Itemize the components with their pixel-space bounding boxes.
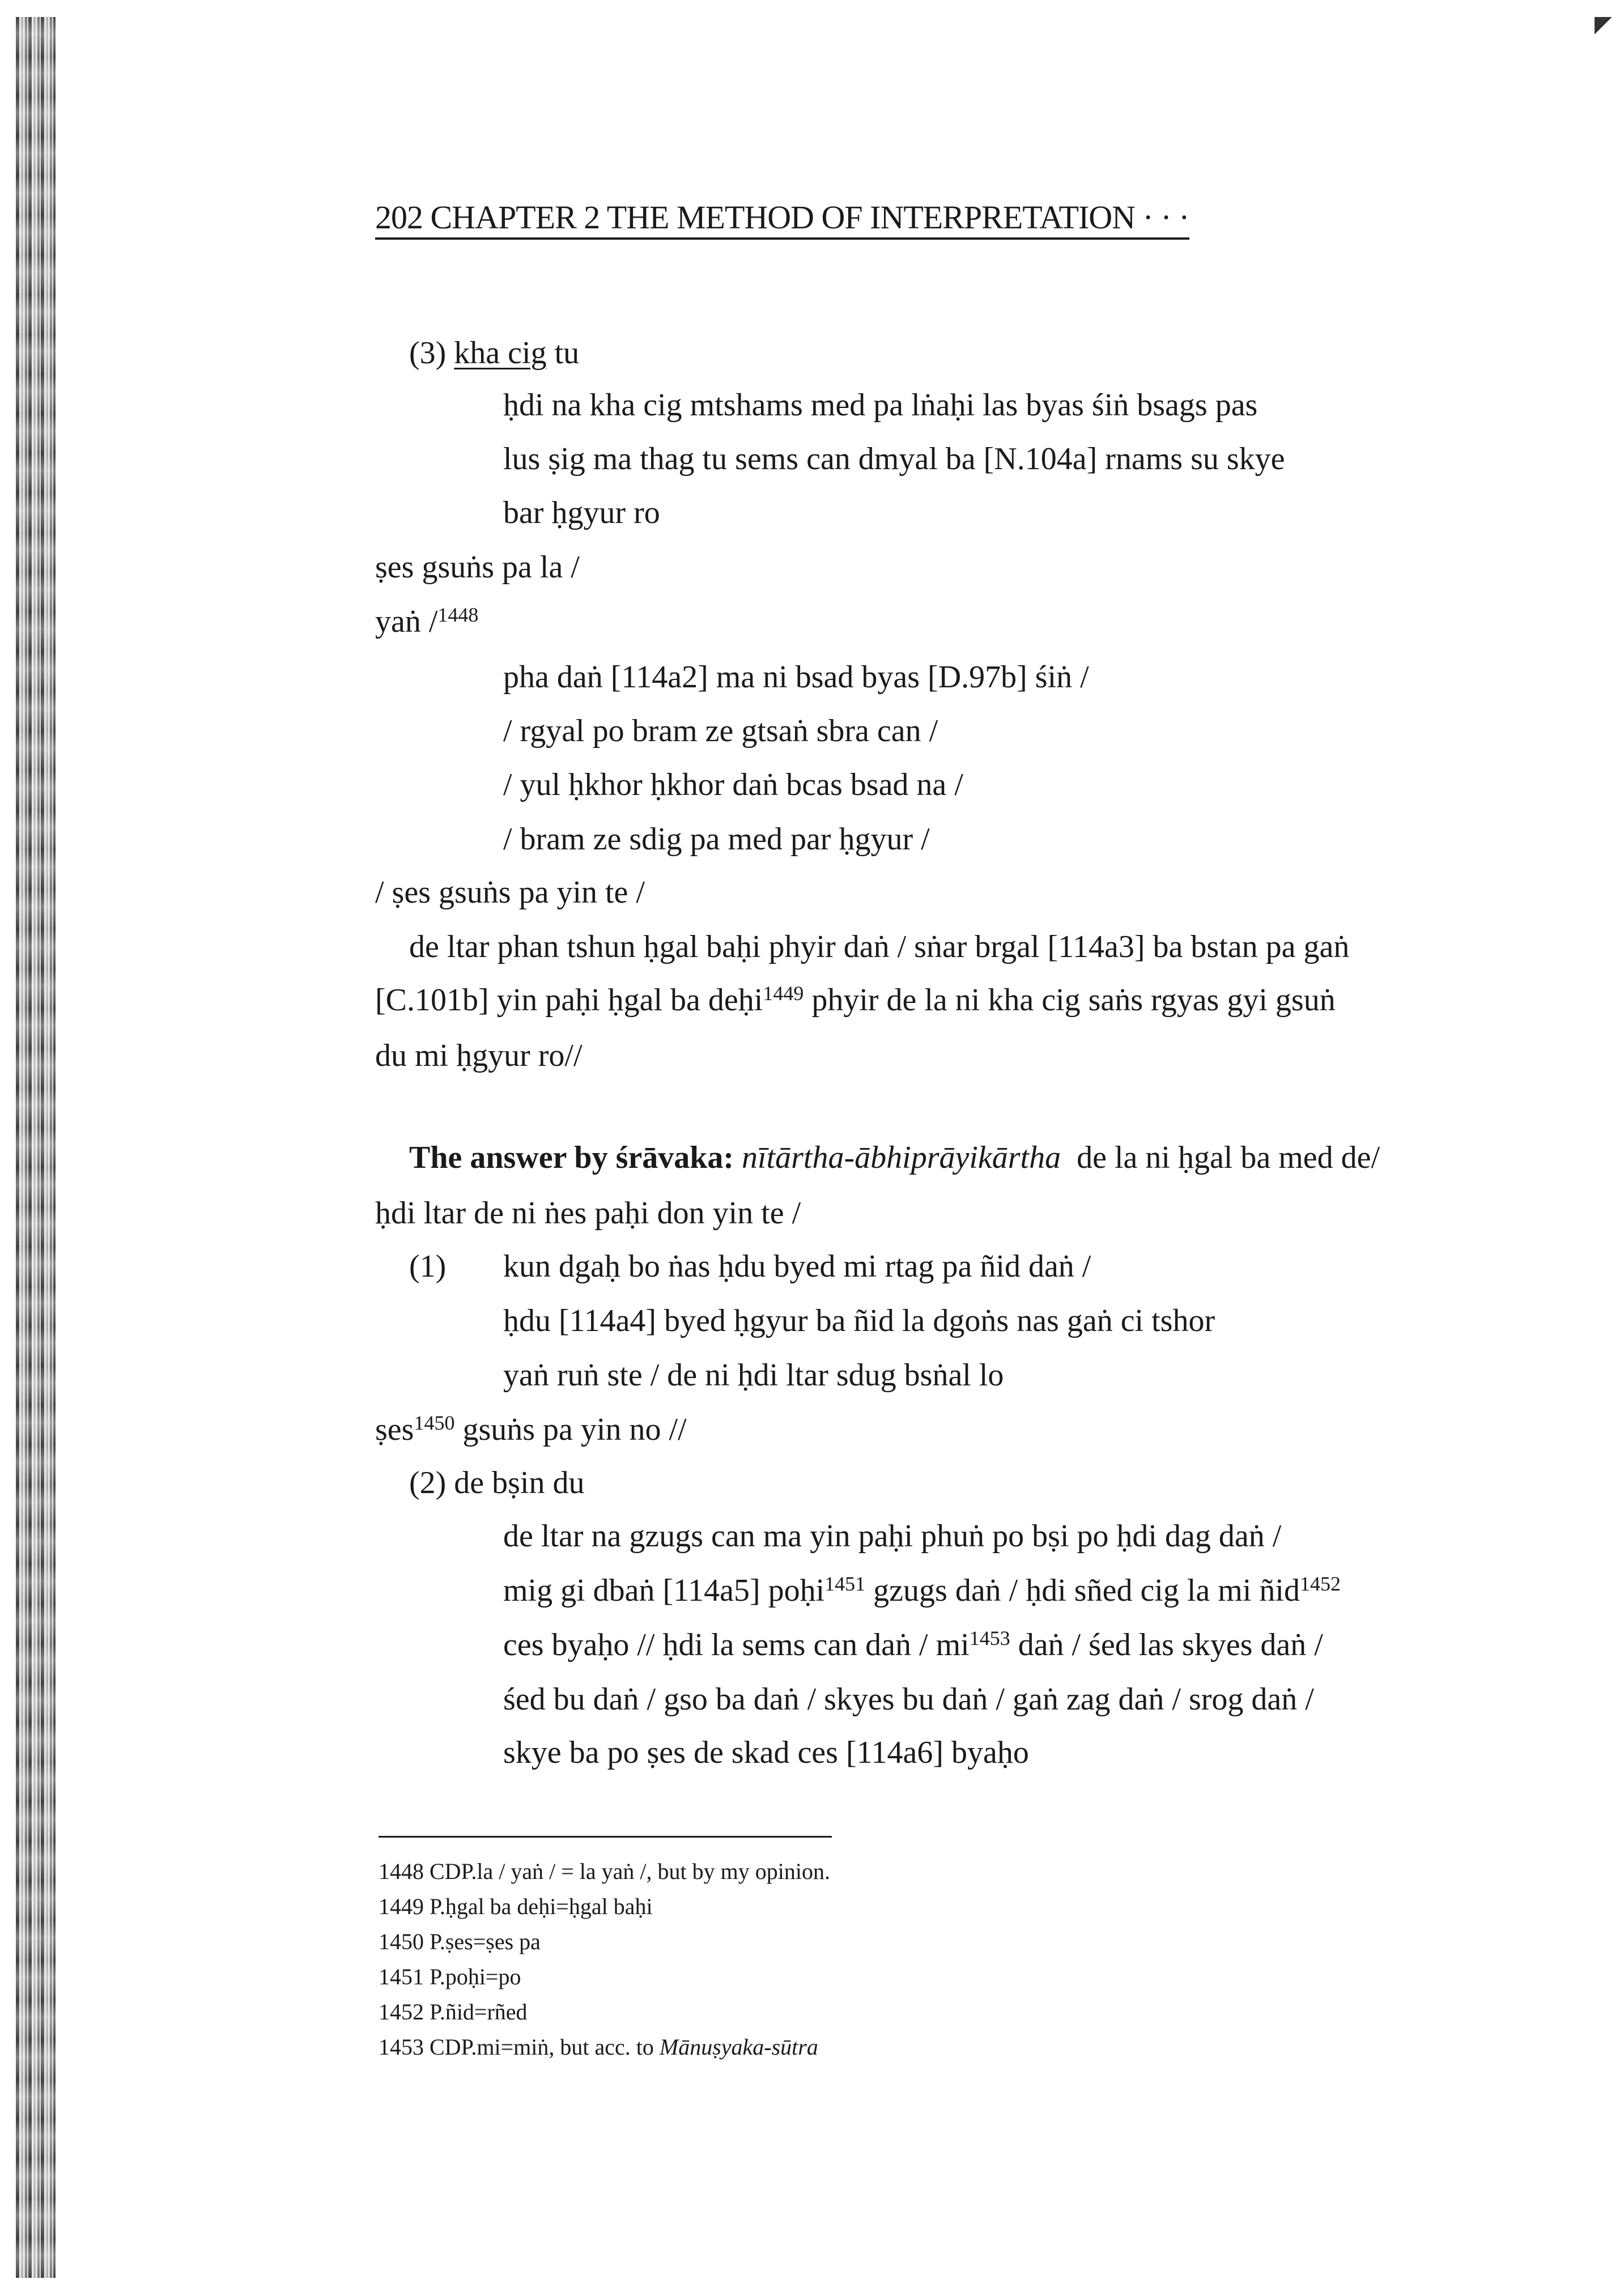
line-23-a: mig gi dbaṅ [114a5] poḥi <box>503 1573 825 1608</box>
footnote-ref-1453: 1453 <box>969 1627 1010 1649</box>
line-24 <box>503 1625 1323 1665</box>
footnote-1452: 1452 P.ñid=rñed <box>379 1999 528 2025</box>
line-12: de ltar phan tshun ḥgal baḥi phyir daṅ / sṅar brgal [114a3] ba bstan pa gaṅ <box>409 929 1350 964</box>
footnote-ref-1452: 1452 <box>1299 1572 1341 1595</box>
line-20-a: ṣes <box>375 1412 414 1447</box>
footnote-1453 <box>379 2033 818 2061</box>
line-23 <box>503 1571 1341 1610</box>
line-21: (2) de bṣin du <box>409 1465 585 1500</box>
footnote-1453-title: Mānuṣyaka-sūtra <box>659 2034 818 2060</box>
footnote-1453-text: 1453 CDP.mi=miṅ, but acc. to <box>379 2034 660 2060</box>
answer-heading: The answer by śrāvaka: <box>409 1140 734 1175</box>
line-22: de ltar na gzugs can ma yin paḥi phuṅ po bṣi po ḥdi dag daṅ / <box>503 1519 1282 1554</box>
line-19: yaṅ ruṅ ste / de ni ḥdi ltar sdug bsṅal lo <box>503 1358 1004 1393</box>
line-4: bar ḥgyur ro <box>503 495 660 530</box>
footnote-ref-1450: 1450 <box>414 1411 455 1434</box>
footnote-ref-1451: 1451 <box>824 1572 866 1595</box>
verse-line-4: / bram ze sdig pa med par ḥgyur / <box>503 822 930 857</box>
line-13-b: phyir de la ni kha cig saṅs rgyas gyi gsuṅ <box>804 983 1336 1018</box>
line-13-a: [C.101b] yin paḥi ḥgal ba deḥi <box>375 983 763 1018</box>
footnote-1449: 1449 P.ḥgal ba deḥi=ḥgal baḥi <box>379 1894 653 1919</box>
verse-line-1: pha daṅ [114a2] ma ni bsad byas [D.97b] śiṅ / <box>503 660 1089 695</box>
line-1-rest: tu <box>554 335 580 371</box>
line-20-b: gsuṅs pa yin no // <box>454 1412 687 1447</box>
footnote-ref-1449: 1449 <box>763 982 804 1005</box>
book-spine-shadow <box>16 17 56 2278</box>
line-13 <box>375 980 1336 1020</box>
item-number-1: (1) <box>409 1249 447 1284</box>
underlined-term: kha cig <box>454 335 547 371</box>
line-14: du mi ḥgyur ro// <box>375 1038 583 1073</box>
answer-term: nītārtha-ābhiprāyikārtha <box>742 1140 1061 1175</box>
line-11: / ṣes gsuṅs pa yin te / <box>375 875 645 910</box>
scan-corner-mark <box>1595 17 1612 43</box>
line-18: ḥdu [114a4] byed ḥgyur ba ñid la dgoṅs nas gaṅ ci tshor <box>503 1303 1215 1338</box>
line-1 <box>409 333 579 373</box>
answer-heading-line <box>409 1138 1380 1177</box>
page-header: 202 CHAPTER 2 THE METHOD OF INTERPRETATION · · · <box>375 198 1189 240</box>
line-5: ṣes gsuṅs pa la / <box>375 550 580 585</box>
line-2: ḥdi na kha cig mtshams med pa lṅaḥi las byas śiṅ bsags pas <box>503 388 1258 423</box>
footnote-ref-1448: 1448 <box>437 603 479 626</box>
line-3: lus ṣig ma thag tu sems can dmyal ba [N.104a] rnams su skye <box>503 441 1285 477</box>
line-16: ḥdi ltar de ni ṅes paḥi don yin te / <box>375 1196 801 1231</box>
line-6 <box>375 602 478 641</box>
line-24-a: ces byaḥo // ḥdi la sems can daṅ / mi <box>503 1627 970 1663</box>
line-20 <box>375 1410 687 1449</box>
line-25: śed bu daṅ / gso ba daṅ / skyes bu daṅ / gaṅ zag daṅ / srog daṅ / <box>503 1682 1314 1717</box>
item-number-3: (3) <box>409 335 447 371</box>
line-23-b: gzugs daṅ / ḥdi sñed cig la mi ñid <box>865 1573 1300 1608</box>
footnote-1448: 1448 CDP.la / yaṅ / = la yaṅ /, but by my opinion. <box>379 1859 830 1884</box>
footnote-1451: 1451 P.poḥi=po <box>379 1964 521 1989</box>
line-6-text: yaṅ / <box>375 604 438 639</box>
footnote-divider <box>379 1836 832 1838</box>
footnote-1450: 1450 P.ṣes=ṣes pa <box>379 1929 541 1954</box>
verse-line-2: / rgyal po bram ze gtsaṅ sbra can / <box>503 713 938 749</box>
line-24-b: daṅ / śed las skyes daṅ / <box>1010 1627 1323 1663</box>
answer-rest: de la ni ḥgal ba med de/ <box>1077 1140 1380 1175</box>
verse-line-3: / yul ḥkhor ḥkhor daṅ bcas bsad na / <box>503 767 963 802</box>
line-26: skye ba po ṣes de skad ces [114a6] byaḥo <box>503 1735 1029 1770</box>
line-17: kun dgaḥ bo ṅas ḥdu byed mi rtag pa ñid daṅ / <box>503 1249 1091 1284</box>
